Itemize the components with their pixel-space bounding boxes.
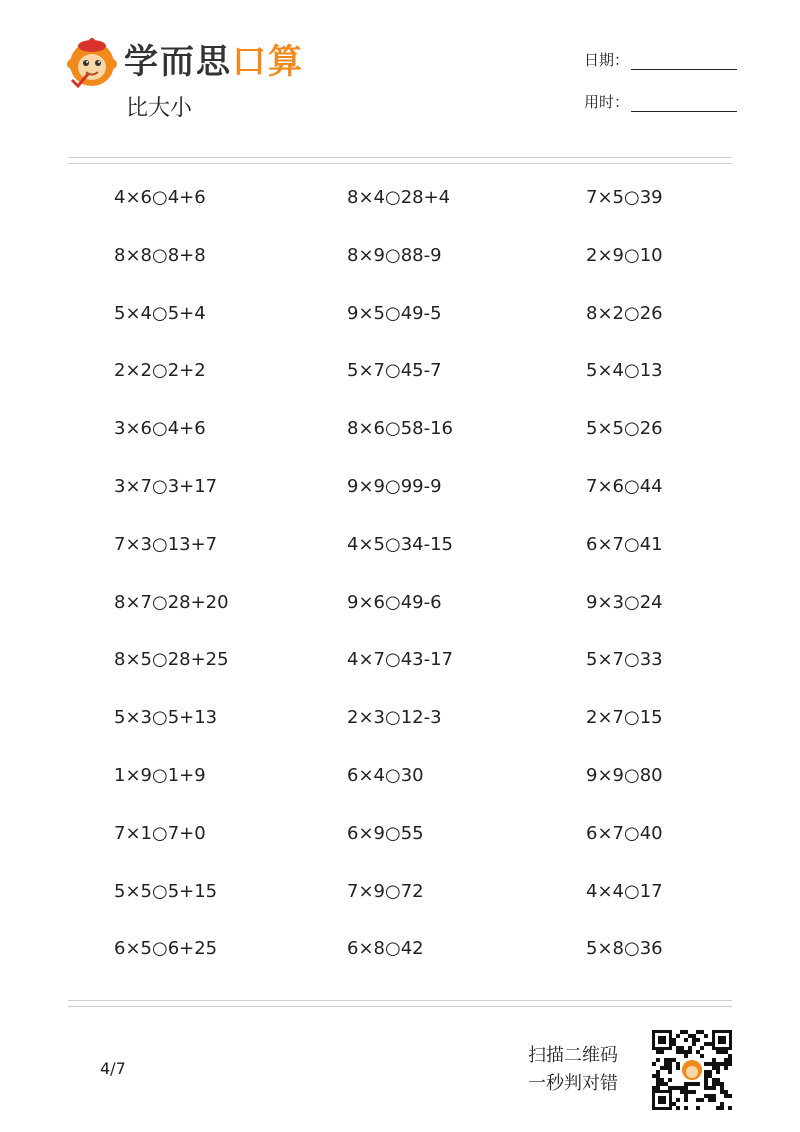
problem-item: 3×6○4+6 — [114, 418, 206, 440]
page-title: 比大小 — [126, 96, 193, 121]
monkey-logo-icon — [66, 36, 118, 88]
brand-accent: 口算 — [232, 42, 304, 82]
problem-item: 7×9○72 — [347, 880, 424, 902]
time-blank-line — [631, 95, 737, 112]
page-header — [0, 0, 800, 160]
date-label: 日期： — [584, 51, 630, 69]
problem-item: 6×4○30 — [347, 765, 424, 786]
problem-item: 3×7○3+17 — [114, 476, 218, 497]
problem-item: 9×9○99-9 — [347, 476, 442, 497]
problem-item: 7×5○39 — [586, 187, 663, 208]
header-divider-bottom — [68, 163, 732, 164]
problem-item: 5×8○36 — [586, 938, 663, 960]
problem-item: 2×3○12-3 — [347, 707, 442, 729]
page-number: 4/7 — [100, 1059, 126, 1078]
problem-item: 4×7○43-17 — [347, 649, 453, 671]
problem-item: 7×6○44 — [586, 476, 663, 497]
problem-item: 4×4○17 — [586, 880, 663, 902]
problem-item: 5×7○45-7 — [347, 360, 442, 382]
problem-item: 6×7○40 — [586, 822, 663, 844]
problem-item: 9×5○49-5 — [347, 302, 442, 324]
footer-divider-top — [68, 1000, 732, 1001]
problem-item: 4×6○4+6 — [114, 187, 206, 208]
problem-item: 7×3○13+7 — [114, 533, 218, 555]
problem-item: 6×7○41 — [586, 533, 663, 555]
problem-item: 5×3○5+13 — [114, 707, 218, 729]
problem-item: 8×5○28+25 — [114, 649, 229, 671]
header-divider-top — [68, 157, 732, 158]
problem-item: 1×9○1+9 — [114, 765, 206, 786]
footer-divider-bottom — [68, 1006, 732, 1007]
time-field[interactable] — [584, 92, 737, 112]
problem-item: 2×9○10 — [586, 244, 663, 266]
problem-item: 5×4○5+4 — [114, 302, 206, 324]
problem-item: 5×4○13 — [586, 360, 663, 382]
problem-item: 6×9○55 — [347, 822, 424, 844]
problem-item: 4×5○34-15 — [347, 533, 453, 555]
problem-item: 6×5○6+25 — [114, 938, 218, 960]
time-label: 用时： — [584, 93, 630, 111]
problem-item: 8×2○26 — [586, 302, 663, 324]
qr-code-icon[interactable] — [652, 1030, 732, 1110]
problem-item: 6×8○42 — [347, 938, 424, 960]
scan-hint — [528, 1042, 618, 1098]
brand-logo-text — [124, 40, 304, 84]
problem-item: 8×4○28+4 — [347, 187, 451, 208]
problem-item: 8×8○8+8 — [114, 244, 206, 266]
problem-item: 2×2○2+2 — [114, 360, 206, 382]
problem-item: 5×7○33 — [586, 649, 663, 671]
problem-item: 5×5○5+15 — [114, 880, 218, 902]
problem-item: 5×5○26 — [586, 418, 663, 440]
date-blank-line — [631, 53, 737, 70]
problem-item: 9×6○49-6 — [347, 591, 442, 613]
date-field[interactable] — [584, 50, 737, 70]
problem-item: 7×1○7+0 — [114, 822, 206, 844]
scan-hint-line2: 一秒判对错 — [528, 1073, 618, 1094]
problem-item: 9×3○24 — [586, 591, 663, 613]
brand-main: 学而思 — [124, 42, 232, 82]
problem-item: 2×7○15 — [586, 707, 663, 729]
problem-item: 9×9○80 — [586, 765, 663, 786]
problem-item: 8×9○88-9 — [347, 244, 442, 266]
problem-item: 8×7○28+20 — [114, 591, 229, 613]
scan-hint-line1: 扫描二维码 — [528, 1045, 618, 1066]
problem-item: 8×6○58-16 — [347, 418, 453, 440]
